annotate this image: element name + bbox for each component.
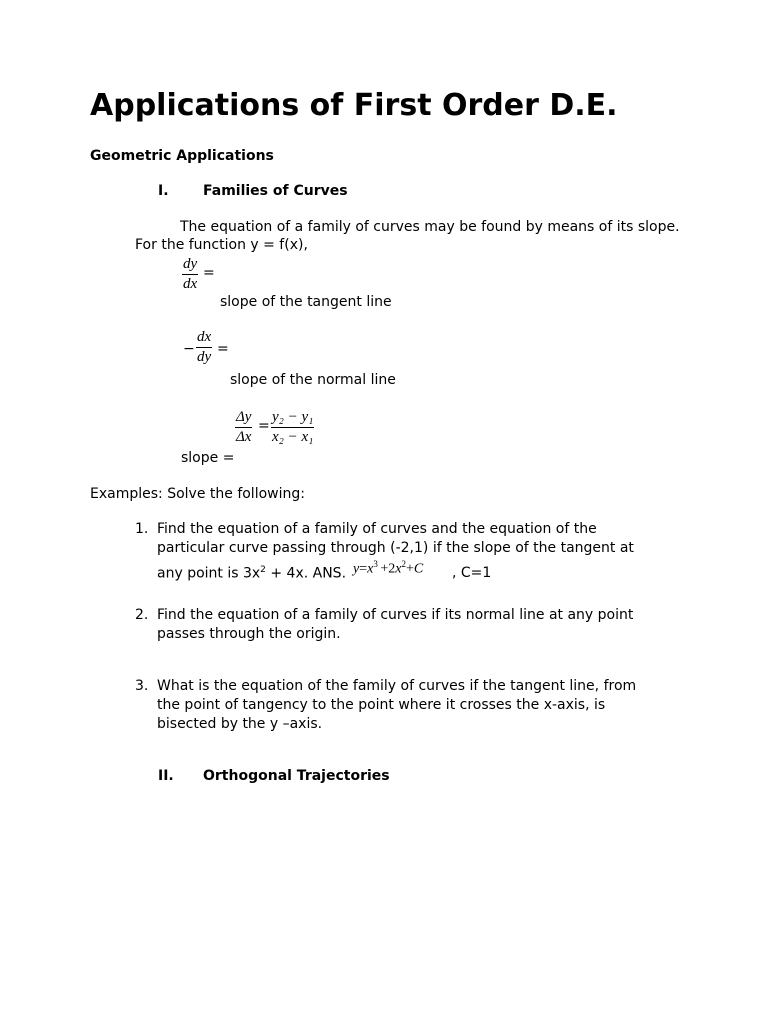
- example-1-line-3: [157, 565, 346, 582]
- example-1-answer: $y=x^3 +2x^2+C$: [353, 559, 424, 577]
- example-1-number: 1.: [135, 521, 149, 537]
- slope-equals: =: [258, 418, 270, 434]
- tangent-denominator: dx: [183, 276, 198, 292]
- example-3-line-3: bisected by the y –axis.: [157, 716, 323, 732]
- page-title: Applications of First Order D.E.: [90, 88, 618, 123]
- example-1-mid: + 4x. ANS.: [265, 565, 347, 582]
- normal-equals: =: [217, 341, 229, 357]
- example-3-line-2: the point of tangency to the point where it crosses the x-axis, is: [157, 697, 606, 713]
- slope-left-fraction: [235, 409, 252, 447]
- slope-left-denominator: Δx: [236, 429, 252, 445]
- example-1-line-2: particular curve passing through (-2,1) if the slope of the tangent at: [157, 540, 634, 556]
- examples-heading: Examples: Solve the following:: [90, 486, 305, 502]
- example-3-number: 3.: [135, 678, 149, 694]
- example-2-line-1: Find the equation of a family of curves if its normal line at any point: [157, 607, 634, 623]
- tangent-label: slope of the tangent line: [220, 294, 392, 310]
- slope-left-numerator: Δy: [235, 409, 252, 428]
- tangent-fraction: [182, 256, 198, 294]
- slope-right-denominator: x₂ − x₁: [272, 429, 314, 445]
- tangent-equals: =: [203, 265, 215, 281]
- example-1-exponent: 2: [260, 565, 266, 575]
- part1-label: Families of Curves: [203, 183, 348, 199]
- example-2-number: 2.: [135, 607, 149, 623]
- normal-fraction: [196, 329, 212, 367]
- slope-right-numerator: y₂ − y₁: [271, 409, 314, 428]
- intro-line-2: For the function y = f(x),: [135, 237, 308, 253]
- example-1-line-1: Find the equation of a family of curves and the equation of the: [157, 521, 597, 537]
- slope-label: slope =: [181, 450, 235, 466]
- part2-label: Orthogonal Trajectories: [203, 768, 390, 784]
- tangent-numerator: dy: [182, 256, 198, 275]
- normal-label: slope of the normal line: [230, 372, 396, 388]
- example-1-prefix: any point is 3x: [157, 565, 261, 582]
- normal-numerator: dx: [196, 329, 212, 348]
- slope-right-fraction: [271, 409, 314, 447]
- part1-number: I.: [158, 183, 169, 199]
- part2-number: II.: [158, 768, 174, 784]
- intro-line-1: The equation of a family of curves may be found by means of its slope.: [180, 219, 680, 235]
- normal-denominator: dy: [197, 349, 212, 365]
- example-3-line-1: What is the equation of the family of curves if the tangent line, from: [157, 678, 637, 694]
- section-heading: Geometric Applications: [90, 148, 274, 164]
- example-2-line-2: passes through the origin.: [157, 626, 341, 642]
- normal-sign: −: [183, 341, 195, 357]
- example-1-suffix: , C=1: [452, 565, 492, 581]
